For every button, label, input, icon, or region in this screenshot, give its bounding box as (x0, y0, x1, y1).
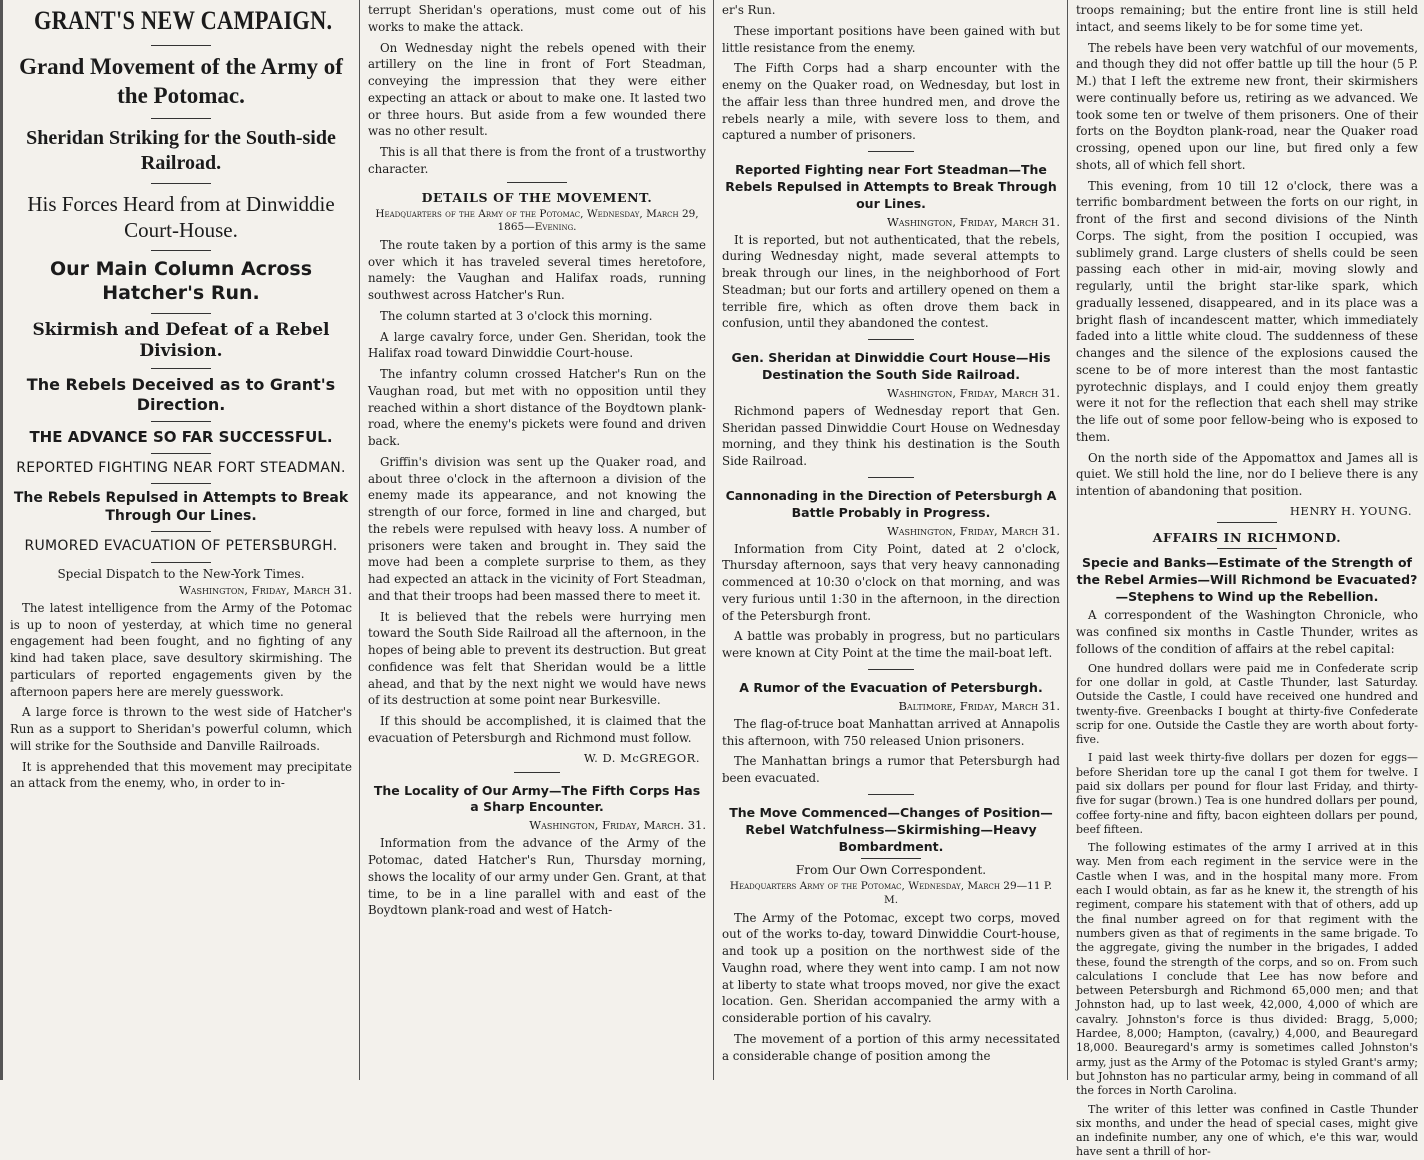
headline-separator (151, 368, 211, 369)
column-rule (1067, 0, 1068, 1080)
paragraph: terrupt Sheridan's operations, must come out of his works to make the attack. (368, 3, 706, 34)
headline-separator (151, 45, 211, 46)
paragraph: It is reported, but not authenticated, that the rebels, during Wednesday night, made several attempts to break through our lines, in the neighborhood of Fort Steadman; but our forts and artillery opened on them a terrible fire, which as often drove them back in confusion, until they abandoned the contest. (722, 232, 1060, 331)
column-rule (713, 0, 714, 1080)
subhead-move-commenced: The Move Commenced—Changes of Position—Rebel Watchfulness—Skirmishing—Heavy Bombardment. (729, 804, 1053, 854)
column-1 (4, 0, 358, 1080)
subhead-fighting-near-fort-steadman: Reported Fighting near Fort Steadman—The Rebels Repulsed in Attempts to Break Through our Lines. (725, 162, 1057, 211)
dateline: Washington, Friday, March 31. (886, 385, 1060, 400)
column-3 (716, 0, 1066, 1080)
deck-7: THE ADVANCE SO FAR SUCCESSFUL. (29, 428, 333, 446)
deck-6: The Rebels Deceived as to Grant's Direction. (26, 375, 336, 414)
paragraph: er's Run. (722, 3, 776, 17)
paragraph: The route taken by a portion of this army is the same over which it has traveled several times heretofore, namely: the Vaughan and Halifax roads, running southwest across Hatcher's Run. (368, 237, 706, 302)
headline-separator (151, 183, 211, 184)
paragraph: The Army of the Potomac, except two corps, moved out of the works to-day, toward Dinwiddie Court-house, and took up a position on the northwest side of the Vaughn road, where they went into camp. I am not now at liberty to state what troops moved, nor give the exact location. Gen. Sheridan accompanied the army with a considerable portion of his cavalry. (722, 910, 1060, 1026)
paragraph: This is all that there is from the front of a trustworthy character. (368, 145, 706, 176)
headline-separator (151, 562, 211, 563)
headline-separator (151, 531, 211, 532)
paragraph: The writer of this letter was confined in Castle Thunder six months, and under the head of special cases, might give an indefinite number, any one of which, e'e this war, would have sent a thrill of hor- (1076, 1102, 1418, 1159)
paragraph: If this should be accomplished, it is claimed that the evacuation of Petersburgh and Richmond must follow. (368, 714, 706, 745)
paragraph: The column started at 3 o'clock this morning. (380, 308, 653, 323)
paragraph: A correspondent of the Washington Chronicle, who was confined six months in Castle Thunder, writes as follows of the condition of affairs at the rebel capital: (1076, 608, 1418, 656)
left-border-rule (0, 0, 3, 1080)
paragraph: The rebels have been very watchful of our movements, and though they did not offer battle up till the hour (5 P. M.) that I left the extreme new front, their skirmishers were continually before us, retiring as we advanced. We took some ten or twelve of them prisoners. One of their forts on the Boydton plank-road, near the Quaker road crossing, opened upon our line, but fired only a few shots, all of which fell short. (1076, 40, 1418, 172)
subhead-specie-and-banks: Specie and Banks—Estimate of the Strength of the Rebel Armies—Will Richmond be Evacuated?—Stephens to Wind up the Rebellion. (1076, 554, 1418, 604)
paragraph: Richmond papers of Wednesday report that Gen. Sheridan passed Dinwiddie Court House on Wednesday morning, and they think his destination is the South Side Railroad. (722, 403, 1060, 469)
paragraph: The Fifth Corps had a sharp encounter with the enemy on the Quaker road, on Wednesday, but lost in the affair less than three hundred men, and drove the rebels nearly a mile, with severe loss to them, and captured a number of prisoners. (722, 61, 1060, 143)
paragraph: A battle was probably in progress, but no particulars were known at City Point at the time the mail-boat left. (722, 629, 1060, 661)
paragraph: On Wednesday night the rebels opened with their artillery on the line in front of Fort Steadman, conveying the impression that they were either expecting an attack or about to make one. It lasted two or three hours. But aside from a few wounded there was no other result. (368, 40, 706, 139)
headline-separator (151, 483, 211, 484)
deck-5: Skirmish and Defeat of a Rebel Division. (32, 319, 330, 361)
headline-separator (151, 250, 211, 251)
signature: HENRY H. YOUNG. (1289, 503, 1412, 518)
paragraph: The flag-of-truce boat Manhattan arrived at Annapolis this afternoon, with 750 released Union prisoners. (722, 716, 1060, 748)
section-separator (1217, 522, 1277, 523)
paragraph: This evening, from 10 till 12 o'clock, there was a terrific bombardment between the forts on our right, in front of the first and second divisions of the Ninth Corps. The sight, from the position I occupied, was sublimely grand. Large clusters of shells could be seen passing each other in mid-air, moving slowly and regularly, until the bright star-like spark, which gradually lessened, disappeared, and in its place was a bright flash of incandescent matter, which immediately faded into a little white cloud. The suddenness of these changes and the silence of the explosions caused the scene to be of more interest than the most fantastic pyrotechnic displays, and I could enjoy them greatly were it not for the reflection that each shell may strike the life out of some poor fellow-being who is exposed to them. (1076, 178, 1418, 444)
deck-3: His Forces Heard from at Dinwiddie Court-House. (27, 191, 335, 242)
section-separator (722, 148, 1060, 156)
deck-4: Our Main Column Across Hatcher's Run. (49, 258, 313, 304)
paragraph: Griffin's division was sent up the Quaker road, and about three o'clock in the afternoon a division of the enemy made its appearance, and not knowing the strength of our force, formed in line and charged, but the rebels were repulsed with heavy loss. A number of prisoners were taken and brought in. They said the move had been a complete surprise to them, as they had expected an attack in the vicinity of Fort Steadman, and that their troops had been massed there to meet it. (368, 454, 706, 603)
deck-10: RUMORED EVACUATION OF PETERSBURGH. (24, 538, 338, 555)
subhead-affairs-in-richmond: AFFAIRS IN RICHMOND. (1152, 529, 1342, 545)
column-rule (359, 0, 360, 1080)
dateline: Washington, Friday, March 31. (886, 523, 1060, 538)
headquarters-dateline: Headquarters Army of the Potomac, Wednesday, March 29—11 P. M. (729, 880, 1053, 906)
section-separator (507, 182, 567, 183)
dateline: Baltimore, Friday, March 31. (898, 698, 1060, 713)
paragraph: troops remaining; but the entire front line is still held intact, and seems likely to be for some time yet. (1076, 3, 1418, 34)
paragraph: The movement of a portion of this army necessitated a considerable change of position among the (722, 1031, 1060, 1063)
section-separator (722, 666, 1060, 674)
subhead-cannonading: Cannonading in the Direction of Petersburgh A Battle Probably in Progress. (725, 487, 1057, 520)
paragraph: These important positions have been gained with but little resistance from the enemy. (722, 23, 1060, 55)
section-separator (722, 791, 1060, 799)
deck-8: REPORTED FIGHTING NEAR FORT STEADMAN. (16, 459, 346, 476)
paragraph: Information from the advance of the Army of the Potomac, dated Hatcher's Run, Thursday morning, shows the locality of our army under Gen. Grant, at that time, to be in a line parallel with and east of the Boydtown plank-road and west of Hatch- (368, 836, 706, 918)
section-separator (722, 336, 1060, 344)
paragraph: One hundred dollars were paid me in Confederate scrip for one dollar in gold, at Castle Thunder, last Saturday. Outside the Castle, I could have received one hundred and twenty-five. Greenbacks I bought at thirty-five Confederate scrip for one. Outside the Castle they are worth about forty-five. (1076, 661, 1418, 747)
deck-9: The Rebels Repulsed in Attempts to Break Through Our Lines. (13, 490, 349, 524)
column-4 (1070, 0, 1424, 1159)
paragraph: It is apprehended that this movement may precipitate an attack from the enemy, who, in order to in- (10, 759, 352, 791)
correspondent-line: From Our Own Correspondent. (795, 863, 987, 878)
paragraph: It is believed that the rebels were hurrying men toward the South Side Railroad all the afternoon, in the hopes of being able to prevent its destruction. But great confidence was felt that Sheridan would be a little ahead, and that by the next night we would have news of its destruction at some point near Burkesville. (368, 609, 706, 708)
headquarters-dateline: Headquarters of the Army of the Potomac, Wednesday, March 29, 1865—Evening. (375, 207, 699, 233)
paragraph: The following estimates of the army I arrived at in this way. Men from each regiment in the service were in the Castle when I was, and in the hospital many more. From each I would obtain, as far as he knew it, the strength of his regiment, compare his statement with that of others, add up the final number agreed on for that regiment with the numbers given as that of regiments in the same brigade. To the aggregate, giving the number in the brigades, I added these, found the strength of the corps, and so on. From such calculations I conclude that Lee has now before and between Petersburgh and Richmond 65,000 men; and that Johnston had, up to last week, 42,000, 4,000 of which are cavalry. Johnston's force is thus divided: Bragg, 5,000; Hardee, 8,000; Hampton, (cavalry,) 4,000, and Beauregard 18,000. Beauregard's army is sometimes called Johnston's army, just as the Army of the Potomac is styled Grant's army; but Johnston has no particular army, being in command of all the forces in North Carolina. (1076, 841, 1418, 1098)
subhead-rumor-of-evacuation: A Rumor of the Evacuation of Petersburgh. (739, 679, 1043, 695)
deck-2: Sheridan Striking for the South-side Railroad. (26, 126, 336, 174)
dateline: Washington, Friday, March. 31. (529, 818, 706, 833)
column-2 (362, 0, 712, 1080)
headline-separator (151, 313, 211, 314)
headline-separator (151, 421, 211, 422)
paragraph: A large force is thrown to the west side of Hatcher's Run as a support to Sheridan's powerful column, which will strike for the Southside and Danville Railroads. (10, 705, 352, 753)
paragraph: I paid last week thirty-five dollars per dozen for eggs—before Sheridan tore up the canal I got them for twelve. I paid six dollars per pound for flour last Friday, and thirty-five for sugar (brown.) Tea is one hundred dollars per pound, coffee forty-nine and fifty, bacon eighteen dollars per pound, beef fifteen. (1076, 751, 1418, 836)
section-separator (1217, 548, 1277, 549)
paragraph: A large cavalry force, under Gen. Sheridan, took the Halifax road toward Dinwiddie Court-house. (368, 329, 706, 361)
subhead-locality-of-army: The Locality of Our Army—The Fifth Corps Has a Sharp Encounter. (373, 782, 701, 815)
main-headline: GRANT'S NEW CAMPAIGN. (33, 6, 333, 35)
headline-separator (151, 118, 211, 119)
subhead-details-of-the-movement: DETAILS OF THE MOVEMENT. (421, 189, 653, 205)
section-separator (368, 769, 706, 777)
section-separator (861, 858, 921, 859)
paragraph: The Manhattan brings a rumor that Petersburgh had been evacuated. (722, 754, 1060, 785)
paragraph: Information from City Point, dated at 2 o'clock, Thursday afternoon, says that very heavy cannonading commenced at 10:30 o'clock on that morning, and was very furious until 1:30 in the afternoon, in the direction of the Petersburgh front. (722, 541, 1060, 623)
paragraph: The latest intelligence from the Army of the Potomac is up to noon of yesterday, at which time no general engagement had been fought, and no fighting of any kind had taken place, save desultory skirmishing. The particulars of reported engagements given by the afternoon papers here are merely guesswork. (10, 600, 352, 699)
dateline: Washington, Friday, March 31. (178, 582, 352, 597)
headline-separator (151, 453, 211, 454)
special-dispatch-line: Special Dispatch to the New-York Times. (57, 566, 305, 581)
dateline: Washington, Friday, March 31. (886, 214, 1060, 229)
paragraph: On the north side of the Appomattox and James all is quiet. We still hold the line, nor do I believe there is any intention of abandoning that position. (1076, 450, 1418, 498)
section-separator (722, 474, 1060, 482)
deck-1: Grand Movement of the Army of the Potomac. (19, 54, 343, 108)
signature: W. D. McGREGOR. (583, 750, 700, 765)
paragraph: The infantry column crossed Hatcher's Run on the Vaughan road, but met with no opposition until they reached within a short distance of the Boydtown plank-road, where the enemy's pickets were found and driven back. (368, 367, 706, 448)
subhead-sheridan-at-dinwiddie: Gen. Sheridan at Dinwiddie Court House—His Destination the South Side Railroad. (731, 350, 1051, 382)
